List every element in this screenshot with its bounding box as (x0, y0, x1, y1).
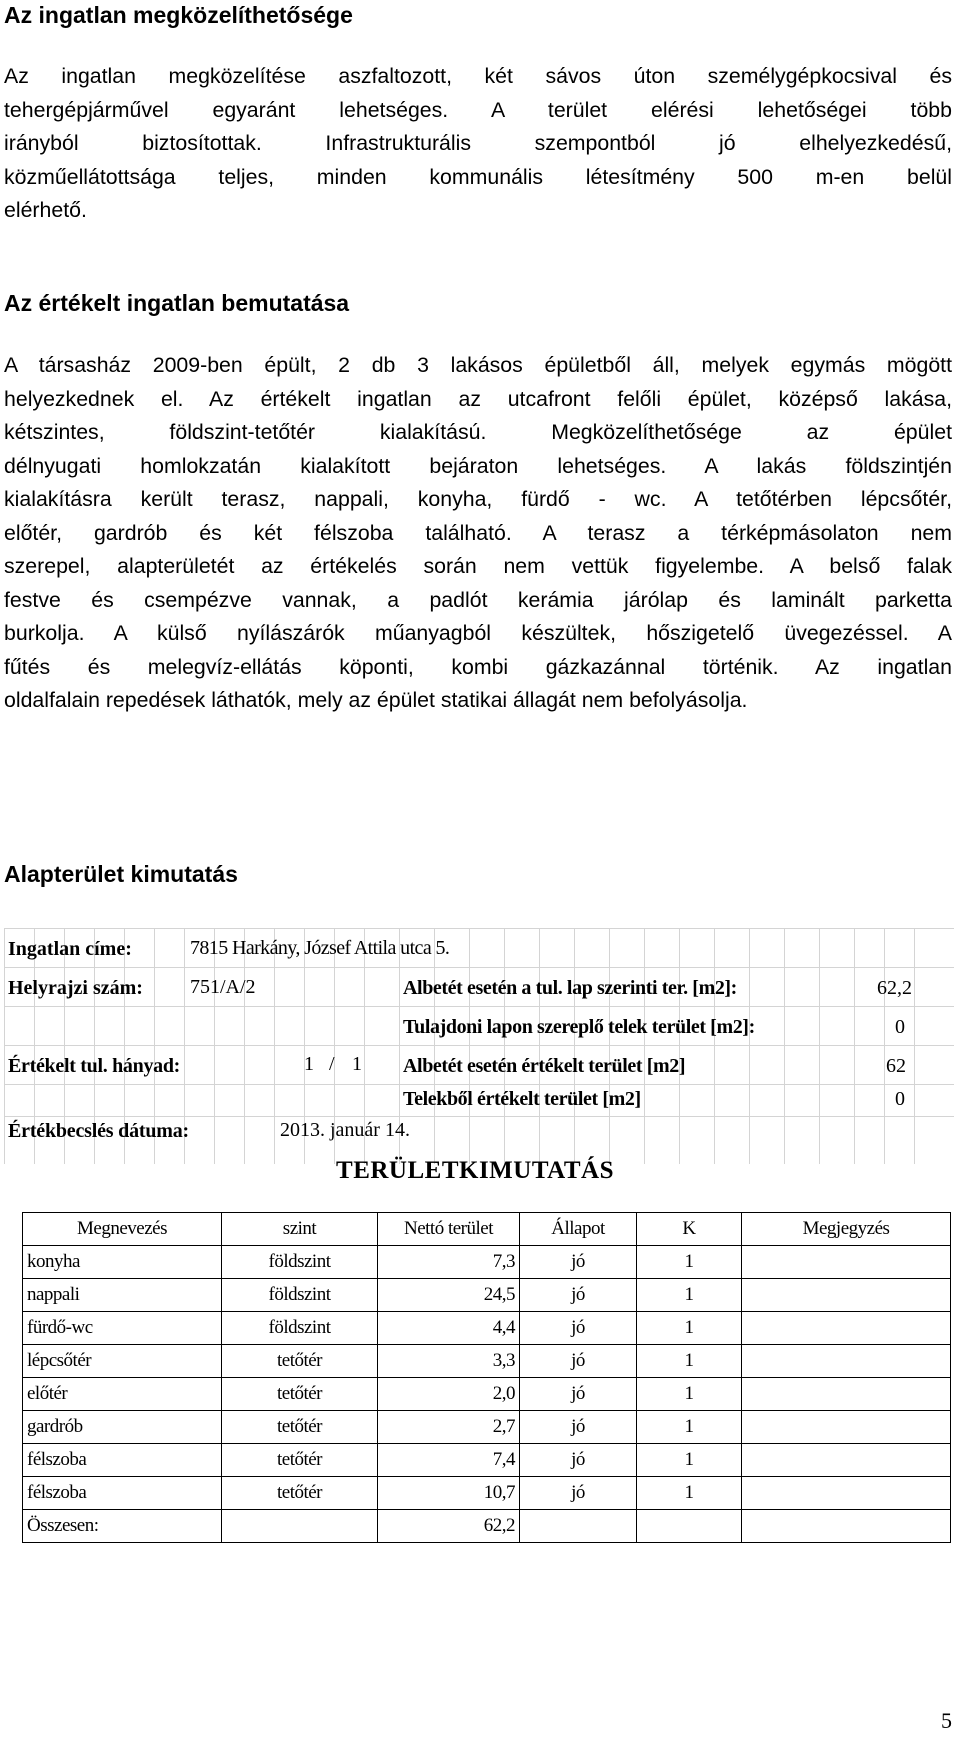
datum-value: 2013. január 14. (280, 1119, 410, 1141)
terulet-title: TERÜLETKIMUTATÁS (336, 1157, 614, 1184)
table-cell (520, 1510, 637, 1543)
total-value: 62,2 (378, 1510, 520, 1543)
table-cell: 1 (637, 1477, 742, 1510)
ertekelt-label: Albetét esetén értékelt terület [m2] (403, 1055, 686, 1077)
text-line: Az ingatlan megközelítése aszfaltozott, két sávos úton személygépkocsival és (4, 64, 952, 88)
text-line: közműellátottsága teljes, minden kommunális létesítmény 500 m-en belül (4, 164, 952, 189)
table-row (23, 1345, 951, 1378)
text-line: elérhető. (4, 198, 87, 222)
paragraph-bemutatasa (4, 349, 952, 718)
hanyad-separator: / (329, 1053, 335, 1075)
text-line: festve és csempézve vannak, a padlót kerámia járólap és laminált parketta (4, 587, 952, 612)
table-cell: jó (520, 1279, 637, 1312)
text-line: délnyugati homlokzatán kialakított bejáraton lehetséges. A lakás földszintjén (4, 453, 952, 478)
table-cell: tetőtér (222, 1411, 378, 1444)
table-cell: 10,7 (378, 1477, 520, 1510)
table-cell: 1 (637, 1345, 742, 1378)
table-cell: gardrób (23, 1411, 222, 1444)
table-cell (742, 1279, 951, 1312)
table-cell (742, 1477, 951, 1510)
address-value: 7815 Harkány, József Attila utca 5. (190, 937, 450, 959)
telek-value: 0 (895, 1016, 905, 1038)
column-header: Megnevezés (23, 1213, 222, 1246)
table-cell: jó (520, 1312, 637, 1345)
table-cell: jó (520, 1411, 637, 1444)
text-line: oldalfalain repedések láthatók, mely az épület statikai állagát nem befolyásolja. (4, 688, 748, 712)
table-cell: előtér (23, 1378, 222, 1411)
total-label: Összesen: (23, 1510, 222, 1543)
table-cell: félszoba (23, 1477, 222, 1510)
table-cell: 1 (637, 1378, 742, 1411)
table-cell (222, 1510, 378, 1543)
table-header-row (23, 1213, 951, 1246)
table-cell: félszoba (23, 1444, 222, 1477)
table-cell: 24,5 (378, 1279, 520, 1312)
text-line: fűtés és melegvíz-ellátás köponti, kombi gázkazánnal történik. Az ingatlan (4, 654, 952, 679)
table-cell (742, 1345, 951, 1378)
table-cell: lépcsőtér (23, 1345, 222, 1378)
hanyad-numerator: 1 (304, 1053, 314, 1075)
table-cell (742, 1246, 951, 1279)
table-cell: 2,7 (378, 1411, 520, 1444)
table-row (23, 1279, 951, 1312)
table-cell: 1 (637, 1312, 742, 1345)
table-row (23, 1477, 951, 1510)
address-label: Ingatlan címe: (8, 938, 132, 960)
table-cell: földszint (222, 1279, 378, 1312)
table-row (23, 1378, 951, 1411)
table-cell: 4,4 (378, 1312, 520, 1345)
text-line: helyezkednek el. Az értékelt ingatlan az utcafront felőli épület, középső lakása, (4, 386, 952, 411)
table-cell (742, 1510, 951, 1543)
telekbol-value: 0 (895, 1088, 905, 1110)
albetet-value: 62,2 (877, 977, 912, 999)
table-cell: 1 (637, 1444, 742, 1477)
table-cell (742, 1411, 951, 1444)
datum-label: Értékbecslés dátuma: (8, 1120, 189, 1142)
table-total-row (23, 1510, 951, 1543)
table-cell: tetőtér (222, 1345, 378, 1378)
table-cell: tetőtér (222, 1378, 378, 1411)
text-line: irányból biztosítottak. Infrastrukturális szempontból jó elhelyezkedésű, (4, 131, 952, 155)
table-cell: jó (520, 1378, 637, 1411)
terulet-table (22, 1212, 951, 1543)
table-cell: fürdő-wc (23, 1312, 222, 1345)
table-cell: 7,4 (378, 1444, 520, 1477)
table-cell: tetőtér (222, 1444, 378, 1477)
table-cell: konyha (23, 1246, 222, 1279)
table-cell: jó (520, 1477, 637, 1510)
table-cell: 2,0 (378, 1378, 520, 1411)
column-header: K (637, 1213, 742, 1246)
text-line: burkolja. A külső nyílászárók műanyagból készültek, hőszigetelő üvegezéssel. A (4, 621, 952, 645)
table-cell: jó (520, 1246, 637, 1279)
text-line: A társasház 2009-ben épült, 2 db 3 lakásos épületből áll, melyek egymás mögött (4, 353, 952, 377)
telek-label: Tulajdoni lapon szereplő telek terület [m2]: (403, 1016, 755, 1038)
table-cell (637, 1510, 742, 1543)
hanyad-denominator: 1 (352, 1053, 362, 1075)
table-cell (742, 1444, 951, 1477)
table-cell: földszint (222, 1246, 378, 1279)
text-line: kialakításra került terasz, nappali, konyha, fürdő - wc. A tetőtérben lépcsőtér, (4, 487, 952, 511)
heading-megkozelithetoseg: Az ingatlan megközelíthetősége (4, 2, 353, 28)
text-line: előtér, gardrób és két félszoba található. A terasz a térképmásolaton nem (4, 520, 952, 545)
text-line: tehergépjárművel egyaránt lehetséges. A terület elérési lehetőségei több (4, 97, 952, 122)
heading-alapterulet: Alapterület kimutatás (4, 861, 238, 887)
table-cell: jó (520, 1444, 637, 1477)
page-number: 5 (941, 1708, 952, 1733)
ertekelt-value: 62 (886, 1055, 906, 1077)
telekbol-label: Telekből értékelt terület [m2] (403, 1088, 641, 1110)
table-cell: 3,3 (378, 1345, 520, 1378)
paragraph-megkozelithetoseg (4, 60, 952, 228)
table-row (23, 1246, 951, 1279)
table-cell: tetőtér (222, 1477, 378, 1510)
hrsz-label: Helyrajzi szám: (8, 977, 143, 999)
table-cell (742, 1378, 951, 1411)
column-header: Nettó terület (378, 1213, 520, 1246)
column-header: Megjegyzés (742, 1213, 951, 1246)
table-cell (742, 1312, 951, 1345)
text-line: szerepel, alapterületét az értékelés során nem vettük figyelembe. A belső falak (4, 554, 952, 578)
column-header: Állapot (520, 1213, 637, 1246)
table-body (23, 1246, 951, 1510)
column-header: szint (222, 1213, 378, 1246)
table-row (23, 1444, 951, 1477)
text-line: kétszintes, földszint-tetőtér kialakítású. Megközelíthetősége az épület (4, 420, 952, 444)
table-cell: 7,3 (378, 1246, 520, 1279)
valuation-form (4, 928, 954, 1164)
table-cell: 1 (637, 1279, 742, 1312)
table-cell: földszint (222, 1312, 378, 1345)
table-cell: 1 (637, 1246, 742, 1279)
table-row (23, 1411, 951, 1444)
hrsz-value: 751/A/2 (190, 976, 256, 998)
table-cell: 1 (637, 1411, 742, 1444)
table-cell: nappali (23, 1279, 222, 1312)
table-row (23, 1312, 951, 1345)
table-cell: jó (520, 1345, 637, 1378)
heading-bemutatasa: Az értékelt ingatlan bemutatása (4, 290, 350, 316)
albetet-label: Albetét esetén a tul. lap szerinti ter. [m2]: (403, 977, 737, 999)
hanyad-label: Értékelt tul. hányad: (8, 1055, 181, 1077)
